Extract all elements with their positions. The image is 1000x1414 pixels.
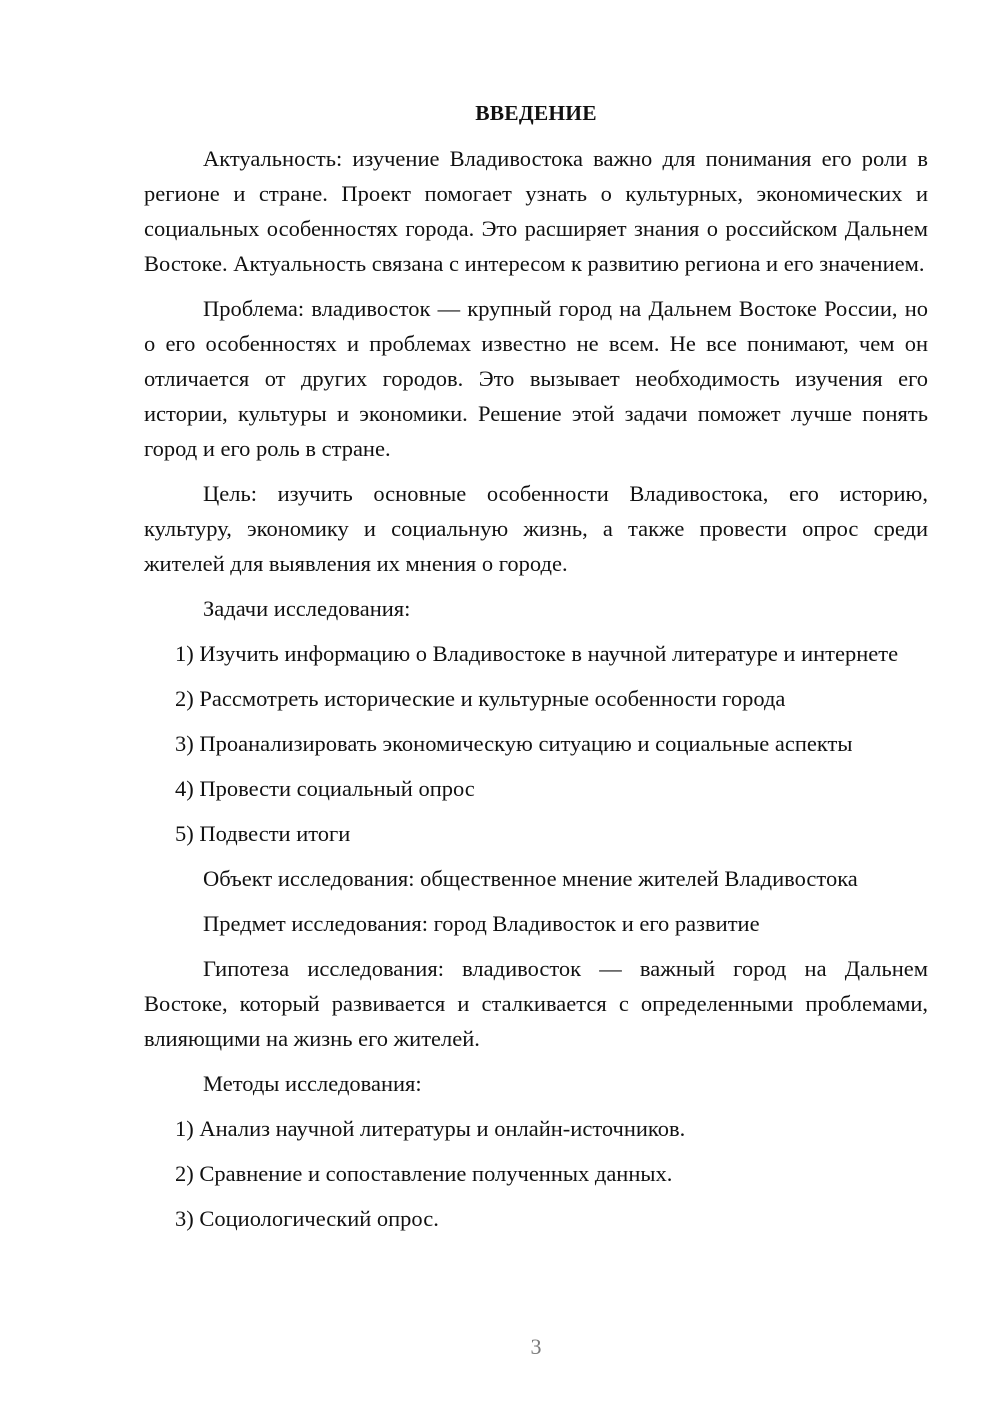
task-item-5: 5) Подвести итоги — [175, 821, 351, 846]
page-title: ВВЕДЕНИЕ — [475, 101, 597, 125]
research-object: Объект исследования: общественное мнение жителей Владивостока — [203, 866, 858, 891]
page-number: 3 — [530, 1334, 542, 1359]
methods-heading: Методы исследования: — [203, 1071, 422, 1096]
method-item-1: 1) Анализ научной литературы и онлайн-источников. — [175, 1116, 686, 1141]
relevance-paragraph: Актуальность: изучение Владивостока важно для понимания его роли в регионе и стране. Проект помогает узнать о культурных, экономических и социальных особенностях города. Это расширяет знания о российском Дальнем Востоке. Актуальность связана с интересом к развитию региона и его значением. — [144, 146, 928, 276]
task-item-2: 2) Рассмотреть исторические и культурные особенности города — [175, 686, 786, 711]
hypothesis-paragraph: Гипотеза исследования: владивосток — важный город на Дальнем Востоке, который развивается и сталкивается с определенными проблемами, влияющими на жизнь его жителей. — [144, 956, 928, 1051]
method-item-3: 3) Социологический опрос. — [175, 1206, 439, 1231]
method-item-2: 2) Сравнение и сопоставление полученных данных. — [175, 1161, 673, 1186]
page-content — [144, 96, 928, 1246]
task-item-3: 3) Проанализировать экономическую ситуацию и социальные аспекты — [175, 731, 853, 756]
research-subject: Предмет исследования: город Владивосток и его развитие — [203, 911, 760, 936]
goal-paragraph: Цель: изучить основные особенности Владивостока, его историю, культуру, экономику и социальную жизнь, а также провести опрос среди жителей для выявления их мнения о городе. — [144, 481, 928, 576]
task-item-1: 1) Изучить информацию о Владивостоке в научной литературе и интернете — [175, 641, 899, 666]
problem-paragraph: Проблема: владивосток — крупный город на Дальнем Востоке России, но о его особенностях и проблемах известно не всем. Не все понимают, чем он отличается от других городов. Это вызывает необходимость изучения его истории, культуры и экономики. Решение этой задачи поможет лучше понять город и его роль в стране. — [144, 296, 928, 461]
tasks-heading: Задачи исследования: — [203, 596, 411, 621]
task-item-4: 4) Провести социальный опрос — [175, 776, 475, 801]
